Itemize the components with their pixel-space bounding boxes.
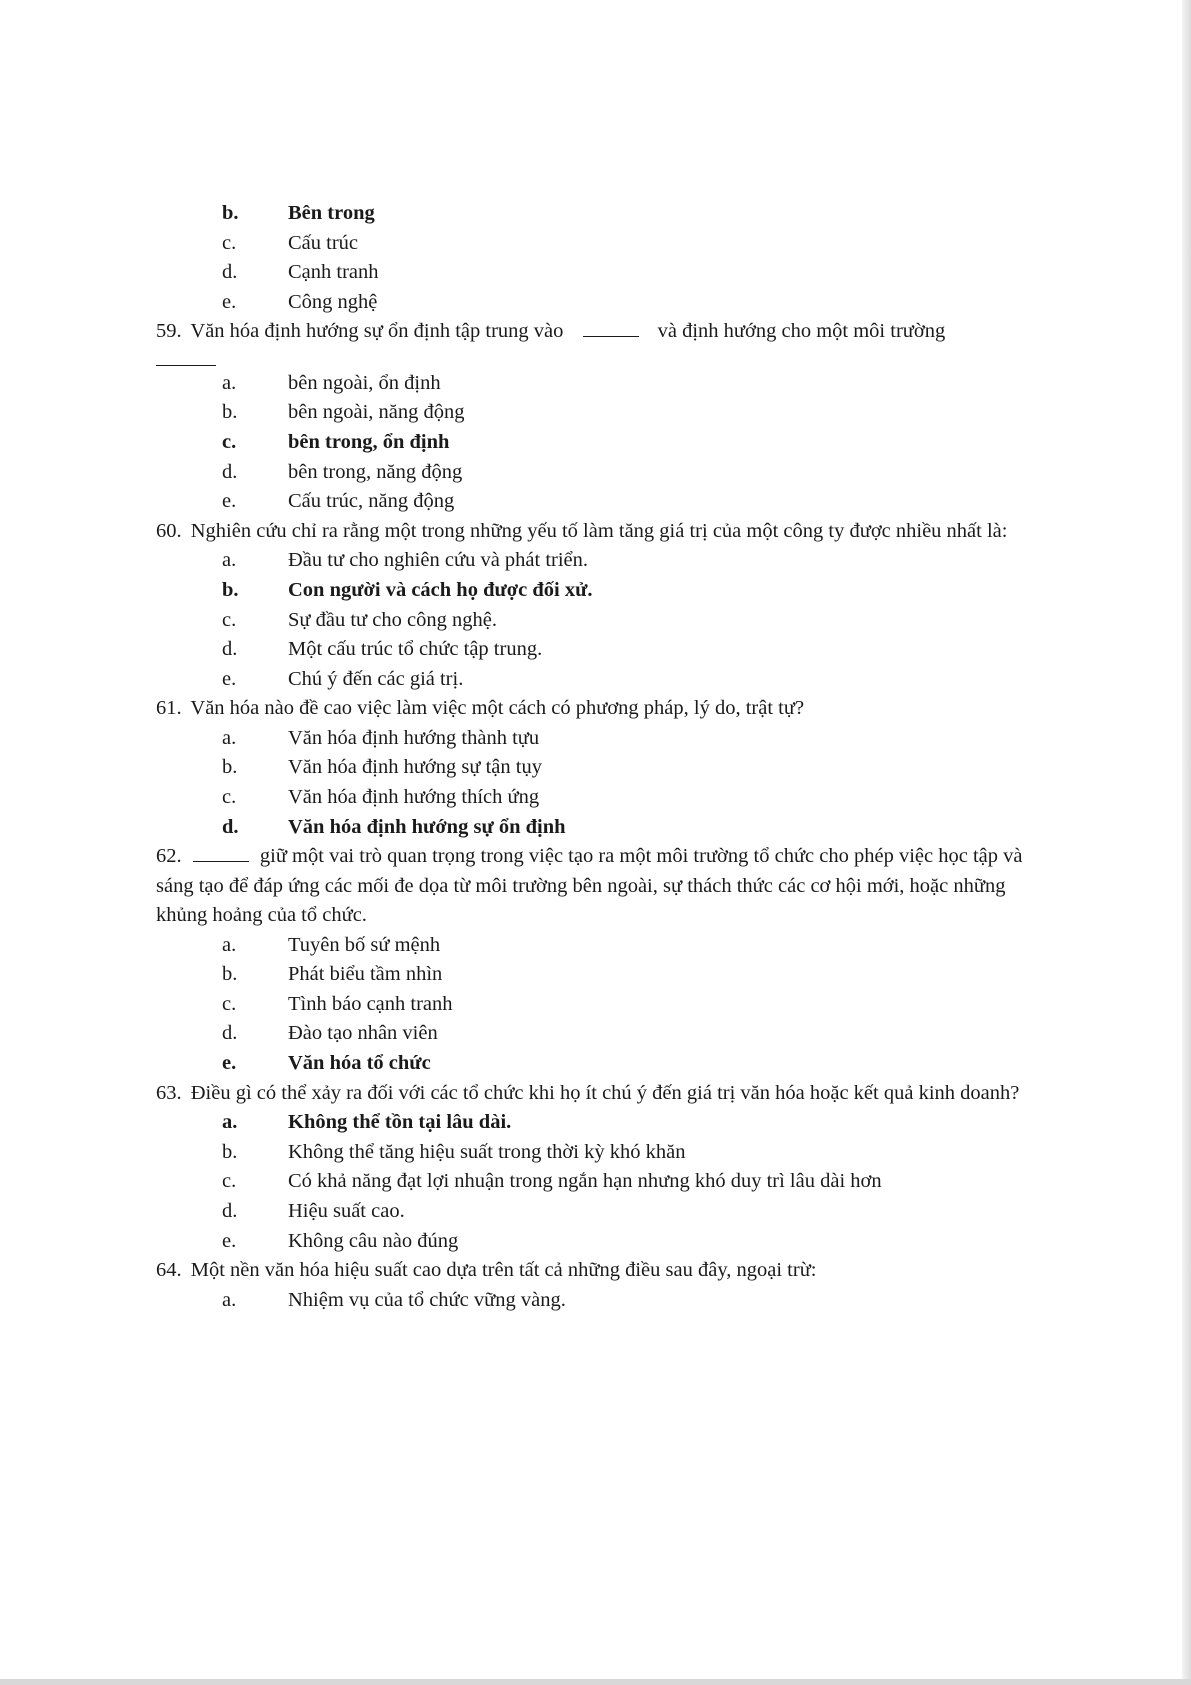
question-60-stem: 60. Nghiên cứu chỉ ra rằng một trong những yếu tố làm tăng giá trị của một công ty được nhiều nhất là: bbox=[156, 519, 1008, 542]
option-58-b: b. Bên trong bbox=[222, 202, 375, 224]
question-list bbox=[156, 199, 1036, 1315]
question-64 bbox=[156, 1256, 1036, 1315]
option-60-b: b. Con người và cách họ được đối xử. bbox=[222, 578, 593, 601]
question-59-stem: 59. Văn hóa định hướng sự ổn định tập trung vào và định hướng cho một môi trường bbox=[156, 320, 946, 343]
option-62-c: c. Tình báo cạnh tranh bbox=[222, 992, 453, 1015]
option-60-d: d. Một cấu trúc tổ chức tập trung. bbox=[222, 638, 543, 661]
question-63 bbox=[156, 1079, 1036, 1256]
option-60-a: a. Đầu tư cho nghiên cứu và phát triển. bbox=[222, 549, 589, 572]
option-60-e: e. Chú ý đến các giá trị. bbox=[222, 667, 464, 690]
option-59-e: e. Cấu trúc, năng động bbox=[222, 490, 455, 513]
question-60 bbox=[156, 517, 1036, 694]
question-58-continued bbox=[156, 199, 1036, 317]
answer-blank-trailing bbox=[156, 347, 216, 366]
option-63-c: c. Có khả năng đạt lợi nhuận trong ngắn hạn nhưng khó duy trì lâu dài hơn bbox=[222, 1170, 882, 1193]
question-63-stem: 63. Điều gì có thể xảy ra đối với các tổ chức khi họ ít chú ý đến giá trị văn hóa hoặc kết quả kinh doanh? bbox=[156, 1081, 1020, 1104]
option-63-b: b. Không thể tăng hiệu suất trong thời kỳ khó khăn bbox=[222, 1140, 686, 1163]
question-64-stem: 64. Một nền văn hóa hiệu suất cao dựa trên tất cả những điều sau đây, ngoại trừ: bbox=[156, 1259, 817, 1282]
question-59 bbox=[156, 317, 1036, 516]
option-61-d: d. Văn hóa định hướng sự ổn định bbox=[222, 815, 566, 838]
options-list bbox=[156, 1286, 1036, 1316]
option-62-e: e. Văn hóa tổ chức bbox=[222, 1052, 431, 1075]
option-62-a: a. Tuyên bố sứ mệnh bbox=[222, 933, 441, 956]
option-63-d: d. Hiệu suất cao. bbox=[222, 1199, 405, 1222]
option-59-c: c. bên trong, ổn định bbox=[222, 431, 450, 454]
scan-bottom-edge bbox=[0, 1679, 1191, 1685]
option-63-a: a. Không thể tồn tại lâu dài. bbox=[222, 1111, 512, 1134]
answer-blank bbox=[583, 318, 639, 337]
option-58-d: d. Cạnh tranh bbox=[222, 261, 379, 284]
option-63-e: e. Không câu nào đúng bbox=[222, 1229, 459, 1252]
options-list bbox=[156, 546, 1036, 694]
option-61-c: c. Văn hóa định hướng thích ứng bbox=[222, 786, 540, 808]
options-list bbox=[156, 369, 1036, 517]
answer-blank bbox=[193, 843, 249, 862]
option-59-d: d. bên trong, năng động bbox=[222, 460, 463, 483]
options-list bbox=[156, 1108, 1036, 1256]
options-list bbox=[156, 931, 1036, 1079]
option-58-c: c. Cấu trúc bbox=[222, 231, 359, 254]
question-62 bbox=[156, 842, 1036, 1078]
option-60-c: c. Sự đầu tư cho công nghệ. bbox=[222, 608, 497, 631]
option-59-b: b. bên ngoài, năng động bbox=[222, 401, 465, 424]
question-61-stem: 61. Văn hóa nào đề cao việc làm việc một cách có phương pháp, lý do, trật tự? bbox=[156, 697, 805, 720]
option-59-a: a. bên ngoài, ổn định bbox=[222, 371, 441, 394]
options-list bbox=[156, 724, 1036, 842]
scan-edge-shadow bbox=[1182, 0, 1191, 1685]
option-64-a: a. Nhiệm vụ của tổ chức vững vàng. bbox=[222, 1288, 566, 1311]
option-61-a: a. Văn hóa định hướng thành tựu bbox=[222, 726, 540, 749]
option-58-e: e. Công nghệ bbox=[222, 290, 378, 313]
option-62-d: d. Đào tạo nhân viên bbox=[222, 1022, 438, 1045]
option-62-b: b. Phát biểu tầm nhìn bbox=[222, 963, 443, 986]
question-62-stem: 62. giữ một vai trò quan trọng trong việc tạo ra một môi trường tổ chức cho phép việc học tập và sáng tạo để đáp ứng các mối đe dọa từ môi trường bên ngoài, sự thách thức các cơ hội mới, hoặc những khủng hoảng của tổ chức. bbox=[156, 845, 1023, 927]
option-61-b: b. Văn hóa định hướng sự tận tụy bbox=[222, 756, 542, 779]
question-61 bbox=[156, 694, 1036, 842]
options-list bbox=[156, 199, 1036, 317]
